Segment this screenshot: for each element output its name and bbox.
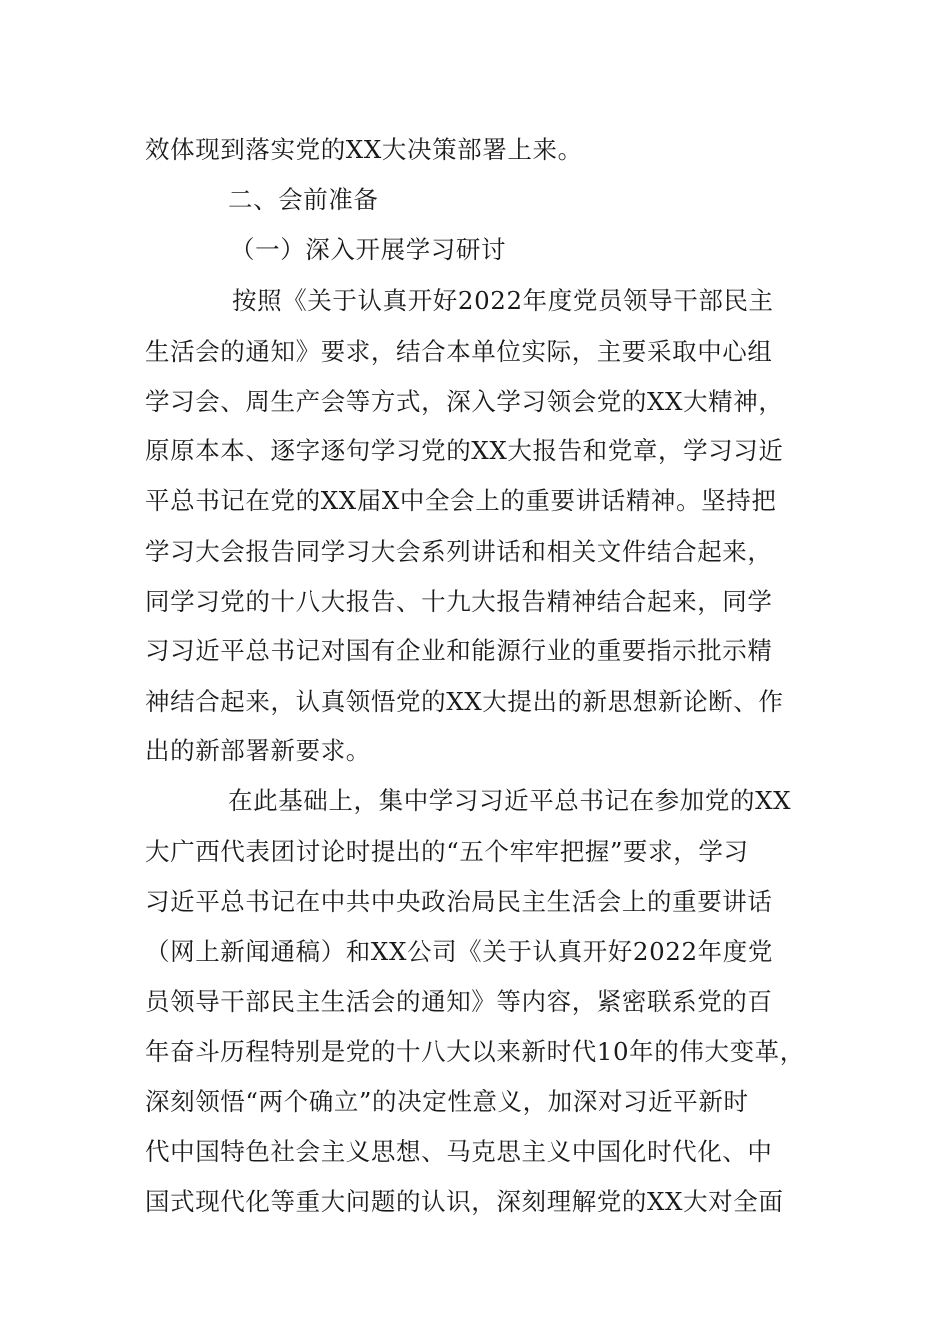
subsection-heading: （一）深入开展学习研讨 xyxy=(230,235,507,264)
paragraph-line: 学习会、周生产会等方式，深入学习领会党的XX大精神， xyxy=(145,387,784,416)
paragraph-line: 生活会的通知》要求，结合本单位实际，主要采取中心组 xyxy=(145,337,773,366)
paragraph-line: 平总书记在党的XX届X中全会上的重要讲话精神。坚持把 xyxy=(145,486,777,515)
paragraph-line: 员领导干部民主生活会的通知》等内容，紧密联系党的百 xyxy=(145,987,773,1016)
paragraph-line: 习近平总书记在中共中央政治局民主生活会上的重要讲话 xyxy=(145,887,773,916)
paragraph-line: 国式现代化等重大问题的认识，深刻理解党的XX大对全面 xyxy=(145,1187,784,1216)
paragraph-line: 大广西代表团讨论时提出的“五个牢牢把握”要求，学习 xyxy=(145,837,749,866)
paragraph-line: 在此基础上，集中学习习近平总书记在参加党的XX xyxy=(228,786,792,815)
paragraph-line: 深刻领悟“两个确立”的决定性意义，加深对习近平新时 xyxy=(145,1087,749,1116)
section-heading: 二、会前准备 xyxy=(228,185,379,214)
paragraph-line: 代中国特色社会主义思想、马克思主义中国化时代化、中 xyxy=(145,1137,773,1166)
paragraph-line: （网上新闻通稿）和XX公司《关于认真开好2022年度党 xyxy=(145,937,773,966)
paragraph-line: 同学习党的十八大报告、十九大报告精神结合起来，同学 xyxy=(145,587,773,616)
paragraph-line: 按照《关于认真开好2022年度党员领导干部民主 xyxy=(232,286,774,315)
paragraph-line: 出的新部署新要求。 xyxy=(145,736,371,765)
paragraph-line: 学习大会报告同学习大会系列讲话和相关文件结合起来， xyxy=(145,537,773,566)
continuation-line: 效体现到落实党的XX大决策部署上来。 xyxy=(145,135,583,164)
paragraph-line: 年奋斗历程特别是党的十八大以来新时代10年的伟大变革， xyxy=(145,1037,805,1066)
paragraph-line: 习习近平总书记对国有企业和能源行业的重要指示批示精 xyxy=(145,636,773,665)
paragraph-line: 神结合起来，认真领悟党的XX大提出的新思想新论断、作 xyxy=(145,687,784,716)
paragraph-line: 原原本本、逐字逐句学习党的XX大报告和党章，学习习近 xyxy=(145,436,784,465)
